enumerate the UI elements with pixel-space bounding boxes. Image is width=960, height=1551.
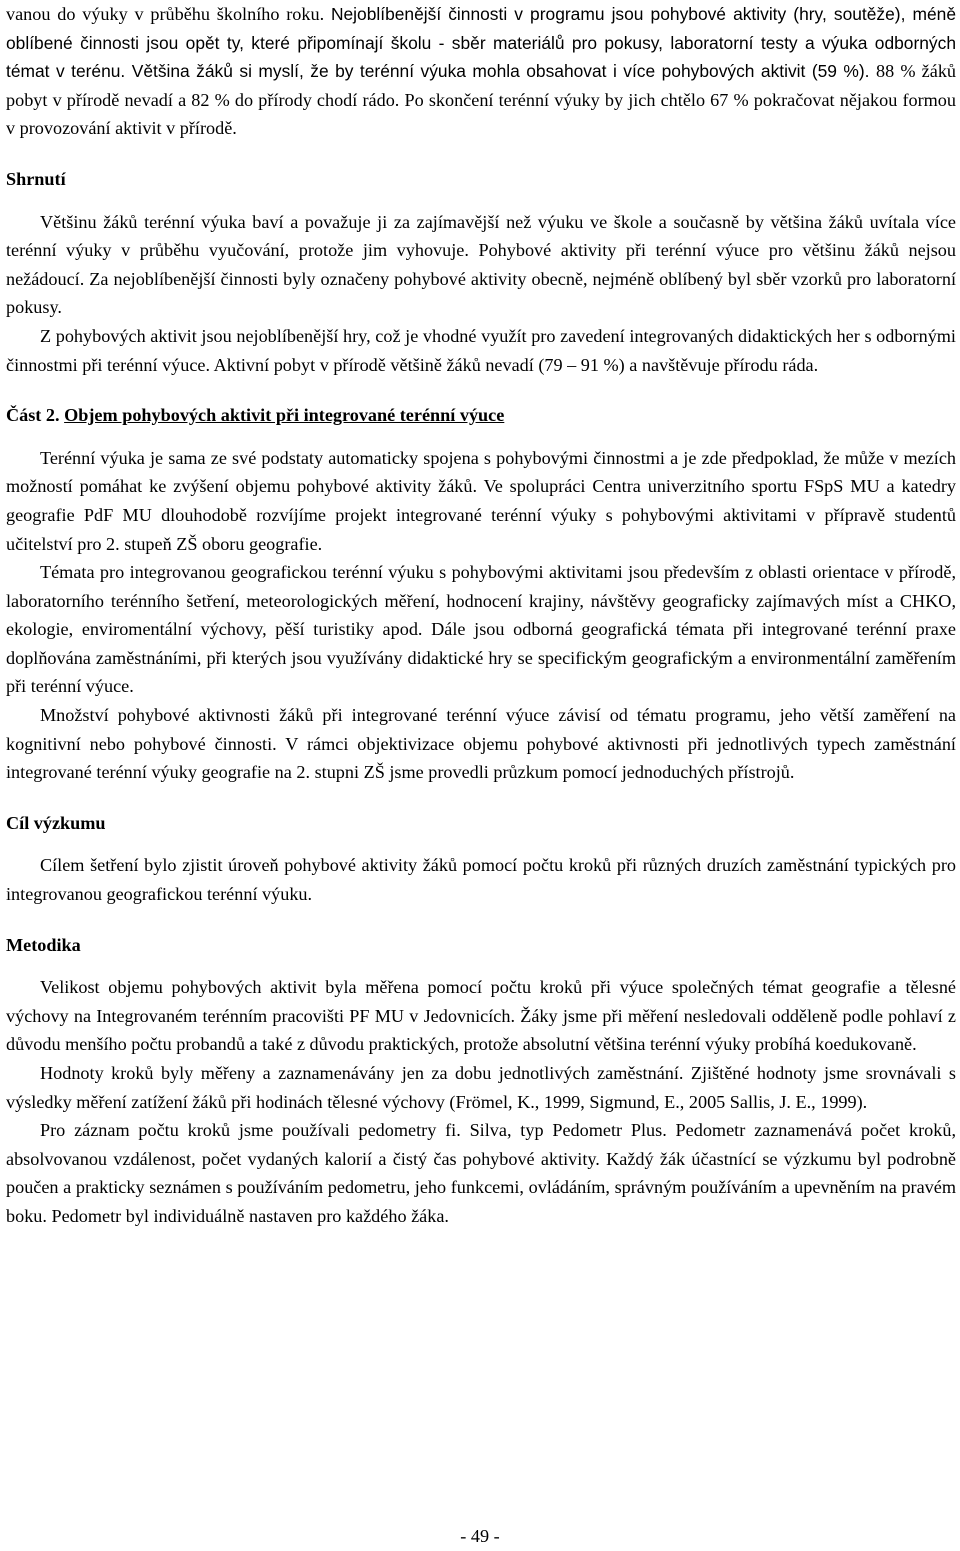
methods-paragraph: Pro záznam počtu kroků jsme používali pedometry fi. Silva, typ Pedometr Plus. Pedometr zaznamenává počet kroků, absolvovanou vzdálenost, počet vydaných kalorií a čistý čas pohybové aktivity. Každý žák účastnící se výzkumu byl podrobně poučen a prakticky seznámen s používáním pedometru, jeho funkcemi, ovládáním, správným používáním a upevněním na pravém boku. Pedometr byl individuálně nastaven pro každého žáka. [6,1120,956,1226]
spacer [6,194,956,208]
spacer [6,787,956,809]
intro-text-4: 88 % žáků pobyt v přírodě nevadí a 82 % do přírody chodí rádo. Po skončení terénní výuky by jich chtělo 67 % pokračovat nějakou formou v provozování aktivit v přírodě. [6,61,957,139]
goal-heading: Cíl výzkumu [6,812,106,833]
intro-paragraph [6,0,956,143]
intro-text-3: Většina žáků si myslí, že by terénní výuka mohla obsahovat i více pohybových aktivit (59 %). [131,61,876,82]
part2-prefix: Část 2. [6,405,65,426]
part2-title: Objem pohybových aktivit při integrované terénní výuce [64,405,505,426]
summary-heading: Shrnutí [6,168,66,189]
part2-paragraph: Terénní výuka je sama ze své podstaty automaticky spojena s pohybovými činnostmi a je zde předpoklad, že může v mezích možností pomáhat ke zvýšení objemu pohybové aktivity žáků. Ve spolupráci Centra univerzitního sportu FSpS MU a katedry geografie PdF MU dlouhodobě rozvíjíme projekt integrované terénní výuky s pohybovými aktivitami v přípravě studentů učitelství pro 2. stupeň ZŠ oboru geografie. [6,447,956,554]
intro-text-1: vanou do výuky v průběhu školního roku. [6,4,331,24]
summary-paragraph: Většinu žáků terénní výuka baví a považuje ji za zajímavější než výuku ve škole a současně by většina žáků uvítala více terénní výuky v průběhu vyučování, protože jim vyhovuje. Pohybové aktivity při terénní výuce pro většinu žáků nejsou nežádoucí. Za nejoblíbenější činnosti byly označeny pohybové aktivity obecně, nejméně oblíbený byl sběr vzorků pro laboratorní pokusy. [6,211,956,318]
methods-paragraph: Velikost objemu pohybových aktivit byla měřena pomocí počtu kroků při výuce společných témat geografie a tělesné výchovy na Integrovaném terénním pracovišti PF MU v Jedovnicích. Žáky jsme při měření nesledovali odděleně podle pohlaví z důvodu menšího počtu probandů a také z důvodu praktických, protože absolutní většina terénní výuky probíhá koedukovaně. [6,977,956,1055]
document-page [6,0,956,1231]
part2-paragraph: Množství pohybové aktivnosti žáků při integrované terénní výuce závisí od tématu programu, jeho větší zaměření na kognitivní nebo pohybové činnosti. V rámci objektivizace objemu pohybové aktivnosti při jednotlivých typech zaměstnání integrované terénní výuky geografie na 2. stupni ZŠ jsme provedli průzkum pomocí jednoduchých přístrojů. [6,705,956,783]
methods-heading: Metodika [6,934,81,955]
spacer [6,143,956,165]
part2-heading [6,401,956,430]
goal-paragraph: Cílem šetření bylo zjistit úroveň pohybové aktivity žáků pomocí počtu kroků při různých druzích zaměstnání typických pro integrovanou geografickou terénní výuku. [6,855,956,905]
spacer [6,959,956,973]
spacer [6,379,956,401]
page-number: - 49 - [460,1526,500,1546]
intro-text-2: Nejoblíbenější činnosti v programu jsou pohybové aktivity (hry, soutěže), méně oblíbené činnosti jsou opět ty, které připomínají školu - sběr materiálů pro pokusy, laboratorní testy a výuka odborných témat v terénu. [6,4,956,82]
spacer [6,837,956,851]
part2-paragraph: Témata pro integrovanou geografickou terénní výuku s pohybovými aktivitami jsou především z oblasti orientace v přírodě, laboratorního terénního šetření, meteorologických měření, hodnocení krajiny, návštěvy geograficky zajímavých míst a CHKO, ekologie, enviromentální výchovy, pěší turistiky apod. Dále jsou odborná geografická témata při integrované terénní praxe doplňována zaměstnáními, při kterých jsou využívány didaktické hry se specifickým geografickým a environmentální zaměřením při terénní výuce. [6,562,956,697]
spacer [6,909,956,931]
summary-paragraph: Z pohybových aktivit jsou nejoblíbenější hry, což je vhodné využít pro zavedení integrovaných didaktických her s odbornými činnostmi při terénní výuce. Aktivní pobyt v přírodě většině žáků nevadí (79 – 91 %) a navštěvuje přírodu ráda. [6,325,956,375]
spacer [6,430,956,444]
methods-paragraph: Hodnoty kroků byly měřeny a zaznamenávány jen za dobu jednotlivých zaměstnání. Zjištěné hodnoty jsme srovnávali s výsledky měření zatížení žáků při hodinách tělesné výchovy (Frömel, K., 1999, Sigmund, E., 2005 Sallis, J. E., 1999). [6,1063,956,1112]
